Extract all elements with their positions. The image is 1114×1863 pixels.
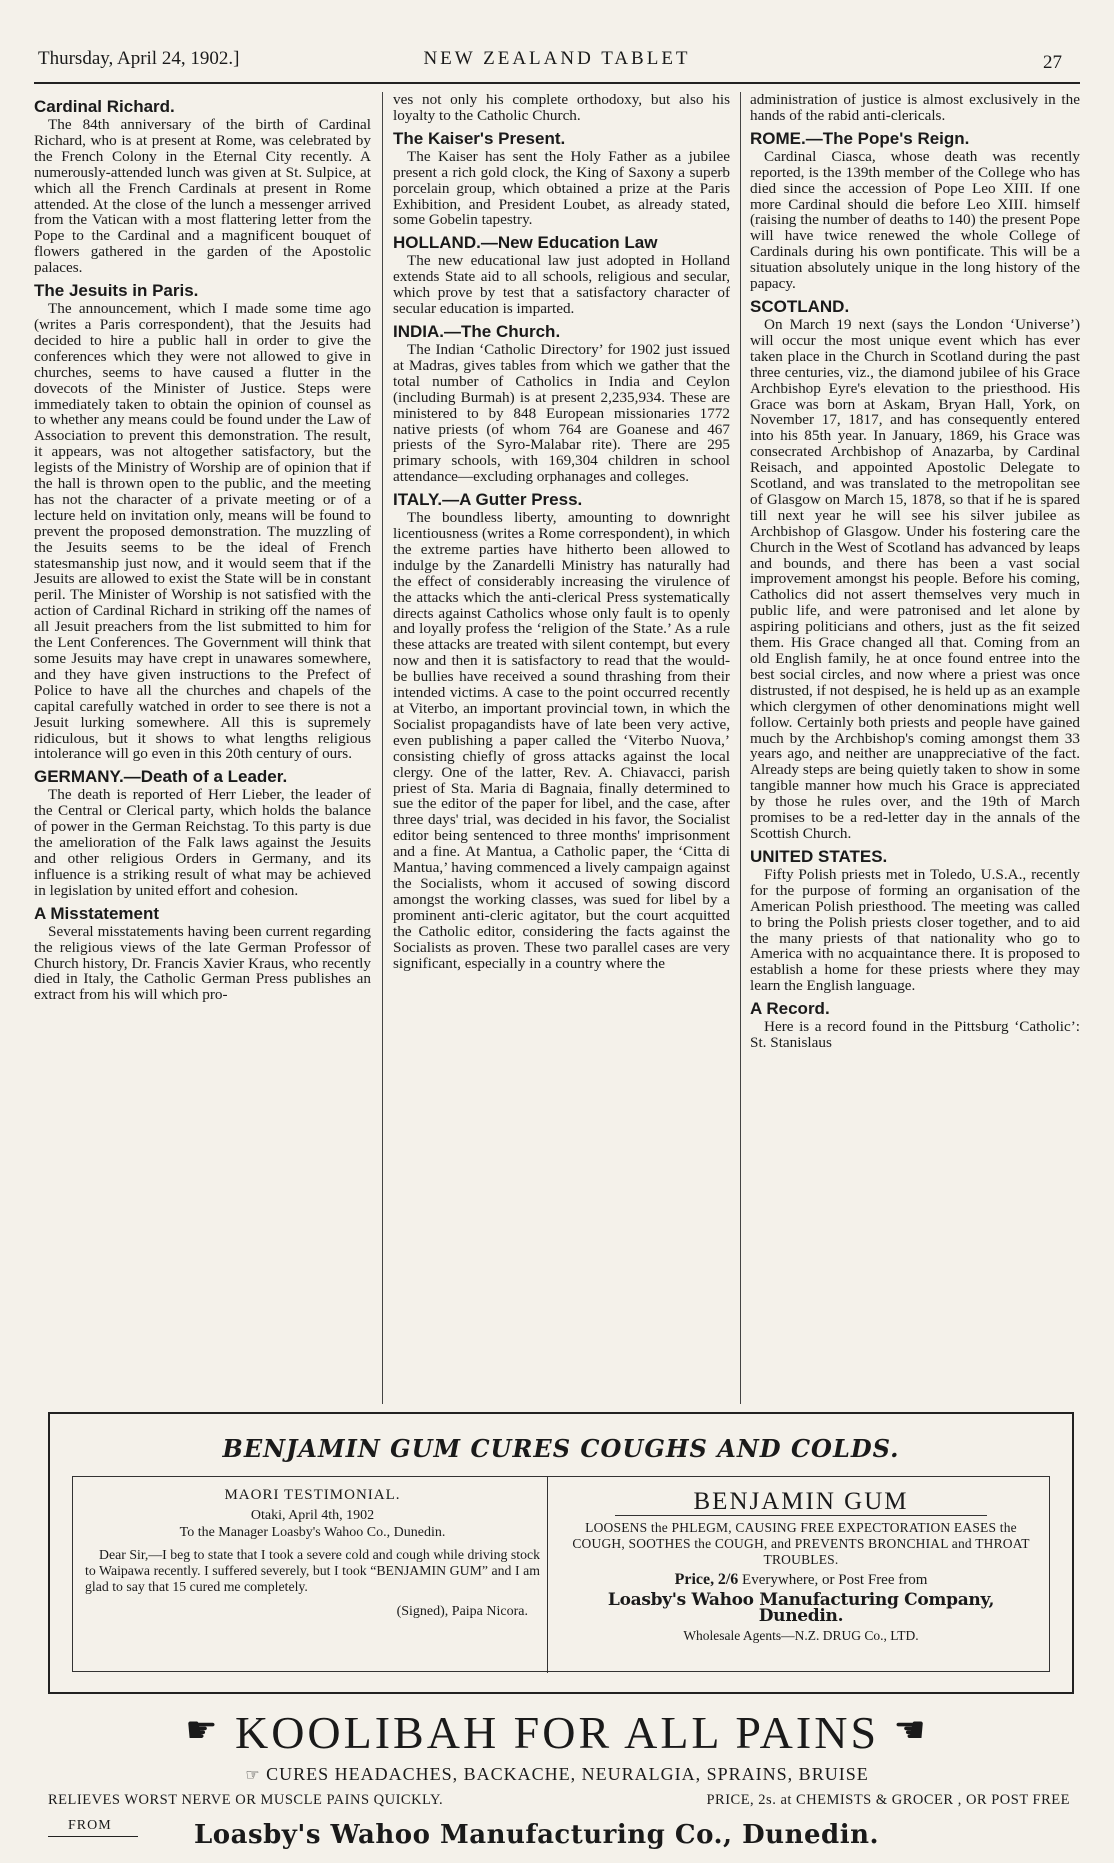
article-heading: ITALY.—A Gutter Press. — [393, 490, 583, 510]
issue-date: Thursday, April 24, 1902.] — [38, 48, 240, 69]
article-body: Cardinal Ciasca, whose death was recently reported, is the 139th member of the College who has died since the accession of Pope Leo XIII. If one more Cardinal should die before Leo XIII. himself (raising the number of deaths to 140) the present Pope will have twice renewed the whole College of Cardinals during his own pontificate. This will be a situation absolutely unique in the long history of the papacy. — [750, 147, 1080, 293]
article-heading: HOLLAND.—New Education Law — [393, 233, 658, 253]
benjamin-gum-advertisement — [48, 1412, 1074, 1694]
koolibah-title-line — [34, 1706, 1080, 1759]
koolibah-company: Loasby's Wahoo Manufacturing Co., Dunedin. — [194, 1820, 880, 1850]
koolibah-from: FROM — [68, 1818, 112, 1833]
testimonial-panel — [85, 1487, 540, 1620]
article-body: The boundless liberty, amounting to downright licentiousness (writes a Rome correspondent), in which the extreme parties have hitherto been allowed to indulge by the Zanardelli Ministry has naturally had the effect of considerably increasing the virulence of the attacks which the anti-clerical Press systematically directs against Catholics whose only fault is to openly and loyally profess the ‘religion of the State.’ As a rule these attacks are treated with silent contempt, but every now and then it is satisfactory to read that the would-be bullies have received a sound thrashing from their intended victims. A case to the point occurred recently at Viterbo, an important provincial town, in which the Socialist propagandists have of late been very active, even publishing a paper called the ‘Viterbo Nuova,’ consisting chiefly of gross attacks against the local clergy. One of the latter, Rev. A. Chiavacci, parish priest of Sta. Maria di Bagnaia, finally determined to sue the editor of the paper for libel, and the case, after three days' trial, was decided in his favor, the Socialist editor being sentenced to three months' imprisonment and a fine. At Mantua, a Catholic paper, the ‘Citta di Mantua,’ having commenced a lively campaign against the Socialists, whom it accused of sowing discord amongst the working classes, was sued for libel by a prominent anti-cleric agitator, but the court acquitted the Catholic editor, considering the facts against the Socialists as proven. These two parallel cases are very significant, especially in a country where the — [393, 509, 730, 972]
product-company: Loasby's Wahoo Manufacturing Company, Dunedin. — [607, 1590, 995, 1626]
column-rule — [740, 92, 741, 1404]
ad-inner-frame — [72, 1476, 1050, 1672]
price-rest: Everywhere, or Post Free from — [742, 1572, 928, 1588]
column-3 — [750, 92, 1080, 1404]
article-body: Several misstatements having been current regarding the religious views of the late German Professor of Church history, Dr. Francis Xavier Kraus, who recently died in Italy, the Catholic German Press publishes an extract from his will which pro- — [34, 922, 371, 1004]
price-label: Price, — [674, 1571, 715, 1588]
price-value: 2/6 — [717, 1571, 739, 1588]
product-panel — [565, 1489, 1037, 1644]
article-heading: The Jesuits in Paris. — [34, 281, 199, 301]
article-body: The 84th anniversary of the birth of Cardinal Richard, who is at present at Rome, was celebrated by the French Colony in the Eternal City recently. A numerously-attended lunch was given at St. Sulpice, at which all the French Cardinals at present in Rome attended. At the close of the lunch a messenger arrived from the Vatican with a most flattering letter from the Pope to the Cardinal and a magnificent bouquet of flowers gathered in the garden of the Apostolic palaces. — [34, 116, 371, 277]
article-heading: ROME.—The Pope's Reign. — [750, 128, 970, 148]
column-rule — [382, 92, 383, 1404]
masthead — [34, 44, 1080, 84]
koolibah-advertisement — [34, 1700, 1080, 1860]
product-title: BENJAMIN GUM — [615, 1489, 987, 1516]
article-body: The Kaiser has sent the Holy Father as a jubilee present a rich gold clock, the King of Saxony a superb porcelain group, which obtained a prize at the Paris Exhibition, and President Loubet, as already stated, some Gobelin tapestry. — [393, 147, 730, 229]
article-body: The Indian ‘Catholic Directory’ for 1902 just issued at Madras, gives tables from which we gather that the total number of Catholics in India and Ceylon (including Burmah) is at present 2,235,934. These are ministered to by 848 European missionaries 1772 native priests (of whom 764 are Goanese and 467 priests of the Syro-Malabar rite). There are 295 primary schools, with 169,304 children in school attendance—excluding orphanages and colleges. — [393, 340, 730, 486]
article-heading: A Misstatement — [34, 903, 160, 923]
article-heading: The Kaiser's Present. — [393, 128, 566, 148]
koolibah-price: PRICE, 2s. at CHEMISTS & GROCER , OR POST FREE — [706, 1792, 1070, 1808]
article-heading: Cardinal Richard. — [34, 97, 175, 116]
pointing-hand-left-icon: ☚ — [893, 1710, 929, 1751]
koolibah-from-underline — [48, 1836, 138, 1837]
newspaper-title: NEW ZEALAND TABLET — [423, 48, 691, 69]
testimonial-signature: (Signed), Paipa Nicora. — [396, 1604, 528, 1619]
pointing-hand-right-icon: ☛ — [185, 1710, 221, 1751]
article-heading: UNITED STATES. — [750, 846, 888, 866]
testimonial-recipient: To the Manager Loasby's Wahoo Co., Dunedin. — [179, 1525, 446, 1540]
article-body: The announcement, which I made some time ago (writes a Paris correspondent), that the Jesuits had decided to hire a public hall in order to give the conferences which they were not allowed to give in churches, seems to have caused a flutter in the dovecots of the Minister of Justice. Steps were immediately taken to obtain the opinion of counsel as to whether any means could be found under the Law of Association to prevent this demonstration. The result, it appears, was not altogether satisfactory, but the legists of the Ministry of Worship are of opinion that if the hall is thrown open to the public, and the meeting has not the character of a private meeting or of a lecture held on invitation only, means will be found to prevent the proposed demonstration. The muzzling of the Jesuits seems to be the ideal of French statesmanship just now, and it would seem that if the Jesuits are allowed to exist the State will be in constant peril. The Minister of Worship is not satisfied with the action of Cardinal Richard in striking off the names of all Jesuit preachers from the list submitted to him for the Lent Conferences. The Government will think that some Jesuits may have crept in unawares somewhere, and they have given instructions to the Prefect of Police to have all the churches and chapels of the capital carefully watched in order to see there is not a Jesuit lurking somewhere. All this is supremely ridiculous, but it shows to what lengths religious intolerance will go even in this 20th century of ours. — [34, 300, 371, 763]
wholesale-agents: Wholesale Agents—N.Z. DRUG Co., LTD. — [683, 1628, 919, 1643]
article-body: On March 19 next (says the London ‘Universe’) will occur the most unique event which has ever taken place in the Church in Scotland during the past three centuries, viz., the diamond jubilee of his Grace Archbishop Eyre's elevation to the priesthood. His Grace was born at Askam, Bryan Hall, York, on November 17, 1817, and has consequently entered into his 85th year. In January, 1869, his Grace was consecrated Archbishop of Anazarba, by Cardinal Reisach, and appointed Apostolic Delegate to Scotland, and was translated to the metropolitan see of Glasgow on March 15, 1878, so that if he is spared till next year he will see his silver jubilee as Archbishop of Glasgow. Under his fostering care the Church in the West of Scotland has advanced by leaps and bounds, and there has been a vast social improvement amongst his people. Before his coming, Catholics did not assert themselves very much in public life, and were patronised and let alone by aspiring politicians and others, just as the fit seized them. His Grace changed all that. Coming from an old English family, he at once found entree into the best social circles, and now where a priest was once distrusted, if not despised, he is held up as an example which clergymen of other denominations might well follow. Certainly both priests and people have gained much by the Archbishop's coming amongst them 33 years ago, and neither are unappreciative of the fact. Already steps are being quietly taken to show in some tangible manner how much his Grace is appreciated by those he rules over, and the 19th of March promises to be a red-letter day in the annals of the Scottish Church. — [750, 315, 1080, 842]
article-body: ves not only his complete orthodoxy, but also his loyalty to the Catholic Church. — [393, 92, 730, 124]
article-body: Fifty Polish priests met in Toledo, U.S.A., recently for the purpose of forming an organisation of the American Polish priesthood. The meeting was called to bring the Polish priests closer together, and to aid the many priests of that nationality who go to America with no acquaintance there. It is proposed to establish a home for these priests where they may learn the English language. — [750, 865, 1080, 995]
product-price-line — [565, 1572, 1037, 1588]
column-1 — [34, 92, 371, 1404]
article-body: The new educational law just adopted in Holland extends State aid to all schools, religious and secular, which prove by test that a satisfactory character of secular education is imparted. — [393, 252, 730, 318]
koolibah-subtitle-line — [34, 1764, 1080, 1785]
column-2 — [393, 92, 730, 1404]
article-body: administration of justice is almost exclusively in the hands of the rabid anti-clericals. — [750, 92, 1080, 124]
article-body: Here is a record found in the Pittsburg ‘Catholic’: St. Stanislaus — [750, 1018, 1080, 1052]
testimonial-title: MAORI TESTIMONIAL. — [224, 1487, 401, 1503]
testimonial-body: Dear Sir,—I beg to state that I took a severe cold and cough while driving stock to Waipawa recently. I suffered severely, but I took “BENJAMIN GUM” and I am glad to say that 15 cured me completely. — [85, 1547, 540, 1594]
koolibah-relieves: RELIEVES WORST NERVE OR MUSCLE PAINS QUICKLY. — [48, 1792, 444, 1808]
pointing-hand-icon: ☞ — [245, 1765, 261, 1784]
article-columns — [34, 92, 1080, 1404]
article-body: The death is reported of Herr Lieber, the leader of the Central or Clerical party, which holds the balance of power in the German Reichstag. To this party is due the amelioration of the Falk laws against the Jesuits and other religious Orders in Germany, and its influence is a striking result of what may be achieved in legislation by united effort and cohesion. — [34, 786, 371, 899]
ad-divider — [547, 1477, 548, 1673]
article-heading: GERMANY.—Death of a Leader. — [34, 767, 288, 787]
article-heading: A Record. — [750, 999, 830, 1019]
article-heading: INDIA.—The Church. — [393, 321, 561, 341]
koolibah-subtitle: CURES HEADACHES, BACKACHE, NEURALGIA, SPRAINS, BRUISE — [266, 1764, 869, 1784]
page-number: 27 — [1043, 52, 1062, 73]
koolibah-title: KOOLIBAH FOR ALL PAINS — [234, 1707, 880, 1758]
article-heading: SCOTLAND. — [750, 296, 850, 316]
ad-headline: BENJAMIN GUM CURES COUGHS AND COLDS. — [222, 1434, 900, 1463]
testimonial-date: Otaki, April 4th, 1902 — [250, 1508, 375, 1523]
product-description: LOOSENS the PHLEGM, CAUSING FREE EXPECTORATION EASES the COUGH, SOOTHES the COUGH, and PREVENTS BRONCHIAL and THROAT TROUBLES. — [572, 1520, 1030, 1567]
